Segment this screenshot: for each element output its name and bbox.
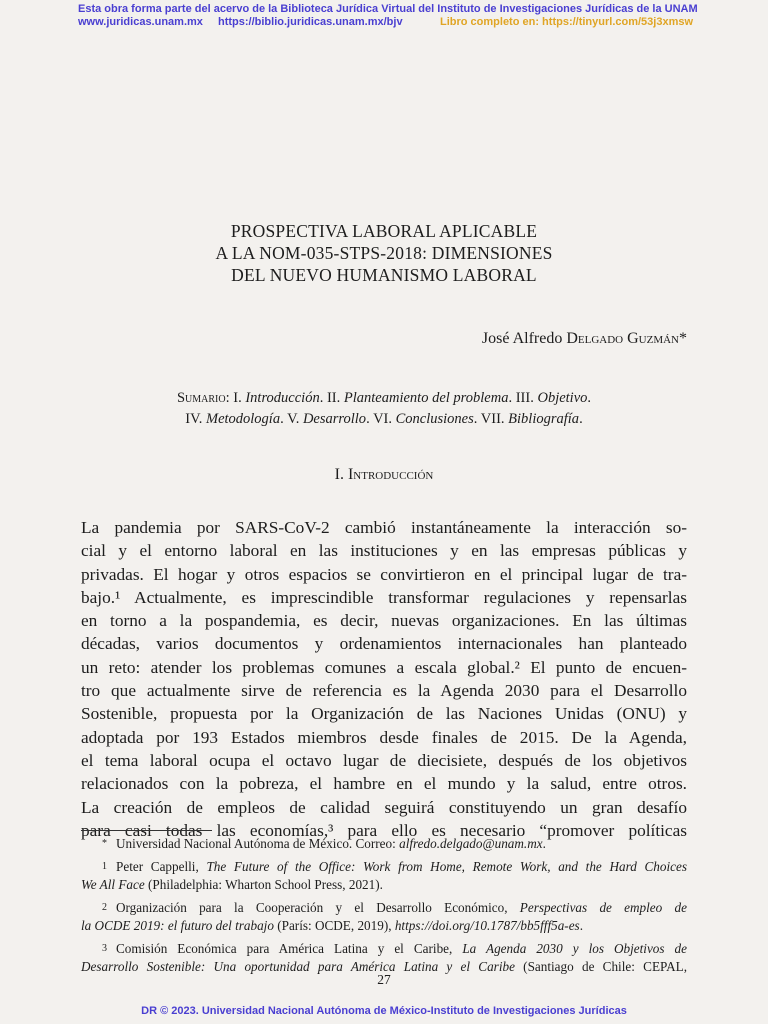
footnote-end: . (542, 836, 546, 851)
cited-title: The Future of the Office: Work from Home, Remote Work, and the Hard Choices (206, 859, 687, 874)
summary-num: II. (326, 390, 341, 406)
footnotes (81, 835, 687, 981)
summary-num: I. (233, 390, 242, 406)
author-footnote-mark: * (679, 330, 687, 347)
author-surname: Delgado Guzmán (566, 330, 679, 347)
body-line: Sostenible, propuesta por la Organización de las Naciones Unidas (ONU) y (81, 704, 687, 724)
page-number: 27 (377, 972, 391, 987)
footnote-text: Universidad Nacional Autónoma de México. Correo: (116, 836, 400, 851)
footnote-text: (Philadelphia: Wharton School Press, 2021). (144, 877, 383, 892)
doi-link[interactable]: https://doi.org/10.1787/bb5fff5a-es (394, 918, 580, 933)
summary-title: Metodología (205, 411, 281, 427)
summary-num: V. (287, 411, 300, 427)
body-line: tro que actualmente sirve de referencia es la Agenda 2030 para el Desarrollo (81, 681, 687, 701)
summary-num: IV. (185, 411, 203, 427)
title-line-3: DEL NUEVO HUMANISMO LABORAL (231, 265, 537, 285)
section-heading (0, 466, 768, 484)
chapter-title (0, 220, 768, 286)
summary-num: III. (515, 390, 534, 406)
author-given-name: José Alfredo (481, 330, 567, 347)
footnote-text: Peter Cappelli, (116, 859, 207, 874)
title-line-2: A LA NOM-035-STPS-2018: DIMENSIONES (215, 243, 553, 263)
summary-title: Planteamiento del problema (343, 390, 509, 406)
footnote-mark: * (102, 838, 107, 849)
cited-title: Desarrollo Sostenible: Una oportunidad para América Latina y el Caribe (81, 959, 515, 974)
footnote-3 (81, 940, 687, 976)
footnote-1 (81, 858, 687, 894)
body-line: para casi todas las economías,³ para ello es necesario “promover políticas (81, 820, 687, 840)
footnote-text: Comisión Económica para América Latina y el Caribe, (116, 941, 463, 956)
footnote-line (81, 835, 687, 853)
cited-title: La Agenda 2030 y los Objetivos de (462, 941, 687, 956)
body-line: La creación de empleos de calidad seguirá constituyendo un gran desafío (81, 797, 687, 817)
copyright-footer: DR © 2023. Universidad Nacional Autónoma de México-Instituto de Investigaciones Jurídicas (141, 1005, 627, 1017)
footnote-author (81, 835, 687, 853)
author-byline (482, 330, 687, 348)
body-line: bajo.¹ Actualmente, es imprescindible transformar regulaciones y repensarlas (81, 587, 687, 607)
cited-title: We All Face (81, 877, 145, 892)
cited-title: Perspectivas de empleo de (519, 900, 687, 915)
summary-title: Bibliografía (508, 411, 580, 427)
footnote-mark: 2 (102, 902, 107, 913)
footnote-divider (81, 830, 212, 831)
author-email[interactable]: alfredo.delgado@unam.mx (399, 836, 543, 851)
section-number: I. (334, 466, 344, 483)
summary-title: Introducción (245, 390, 320, 406)
body-text (81, 516, 687, 842)
summary-title: Conclusiones (395, 411, 474, 427)
bjv-link[interactable]: https://biblio.juridicas.unam.mx/bjv (218, 16, 403, 28)
body-line: privadas. El hogar y otros espacios se convirtieron en el principal lugar de tra- (81, 564, 687, 584)
body-line: La pandemia por SARS-CoV-2 cambió instantáneamente la interacción so- (81, 518, 687, 537)
banner-notice: Esta obra forma parte del acervo de la Biblioteca Jurídica Virtual del Instituto de Investigaciones Jurídicas de la UNAM (78, 3, 698, 15)
cited-title: la OCDE 2019: el futuro del trabajo (81, 918, 274, 933)
full-book-link[interactable]: Libro completo en: https://tinyurl.com/53j3xmsw (440, 16, 694, 28)
summary-line-2: IV. Metodología. V. Desarrollo. VI. Conclusiones. VII. Bibliografía. (185, 411, 583, 427)
body-line: décadas, varios documentos y ordenamientos internacionales han planteado (81, 634, 687, 654)
summary-num: VII. (480, 411, 505, 427)
body-line: el tema laboral ocupa el octavo lugar de diecisiete, después de los objetivos (81, 750, 687, 770)
footnote-text: (Santiago de Chile: CEPAL, (514, 959, 687, 974)
footnote-line (81, 917, 687, 935)
summary-label: Sumario (176, 390, 226, 406)
summary-line-1: Sumario: I. Introducción. II. Planteamiento del problema. III. Objetivo. (176, 390, 592, 406)
footnote-line (81, 940, 687, 958)
summary-title: Objetivo (537, 390, 588, 406)
footnote-line (81, 858, 687, 876)
footnote-mark: 1 (102, 861, 107, 872)
footnote-text: (París: OCDE, 2019), (273, 918, 395, 933)
title-line-1: PROSPECTIVA LABORAL APLICABLE (230, 221, 538, 241)
footnote-mark: 3 (102, 943, 107, 954)
summary-title: Desarrollo (302, 411, 367, 427)
footnote-line (81, 899, 687, 917)
footnote-text: Organización para la Cooperación y el Desarrollo Económico, (116, 900, 520, 915)
footnote-line (81, 876, 687, 894)
footnote-2 (81, 899, 687, 935)
juridicas-site-link[interactable]: www.juridicas.unam.mx (78, 16, 203, 28)
footnote-end: . (579, 918, 583, 933)
body-line: adoptada por 193 Estados miembros desde finales de 2015. De la Agenda, (81, 727, 687, 747)
body-line: en torno a la pospandemia, es decir, nuevas organizaciones. En las últimas (81, 611, 687, 631)
section-title: Introducción (347, 466, 434, 483)
summary-block (0, 388, 768, 430)
summary-num: VI. (373, 411, 392, 427)
body-line: un reto: atender los problemas comunes a escala global.² El punto de encuen- (81, 657, 687, 677)
body-line: cial y el entorno laboral en las instituciones y en las empresas públicas y (81, 541, 687, 561)
body-line: relacionados con la pobreza, el hambre en el mundo y la salud, entre otros. (81, 774, 687, 794)
